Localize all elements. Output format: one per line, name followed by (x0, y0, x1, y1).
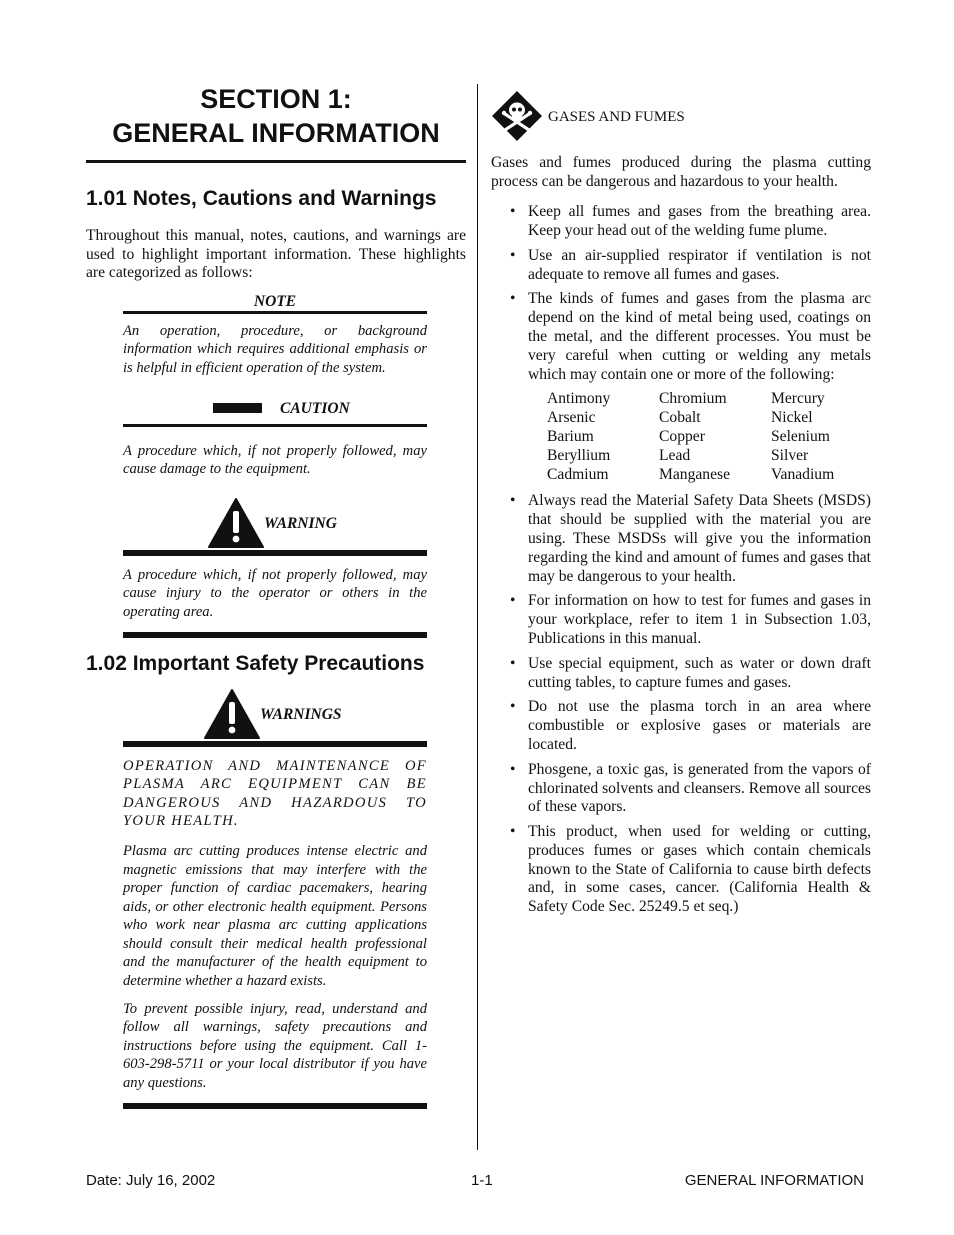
warnings-rule-bottom (123, 1103, 427, 1109)
gases-bullet-list (491, 203, 871, 384)
list-item (491, 492, 871, 586)
footer-date: Date: July 16, 2002 (86, 1172, 216, 1189)
warnings-block (123, 688, 427, 1109)
list-item-text: The kinds of fumes and gases from the plasma arc depend on the kind of metal being used, coatings on the metal, and the different processes. You must be very careful when cutting or welding any metals which may contain one or more of the following: (528, 290, 871, 383)
bullet-icon: • (510, 492, 516, 510)
metal-name: Beryllium (547, 446, 611, 464)
metal-name: Cadmium (547, 465, 609, 483)
right-column (491, 90, 871, 923)
metal-name: Antimony (547, 390, 611, 408)
metal-name: Selenium (771, 427, 830, 445)
bullet-icon: • (510, 698, 516, 716)
metal-name: Manganese (659, 465, 731, 483)
title-rule (86, 160, 466, 163)
list-item-text: Phosgene, a toxic gas, is generated from the vapors of chlorinated solvents and cleansers. Remove all sources of these vapors. (528, 760, 871, 816)
gases-intro: Gases and fumes produced during the plasma cutting process can be dangerous and hazardous to your health. (491, 154, 871, 190)
left-column (86, 82, 466, 1109)
metal-name: Arsenic (547, 409, 596, 427)
bullet-icon: • (510, 203, 516, 221)
list-item-text: For information on how to test for fumes and gases in your workplace, refer to item 1 in Subsection 1.03, Publications in this manual. (528, 592, 871, 647)
list-item (491, 761, 871, 817)
caution-bar-icon (213, 403, 262, 413)
metal-name: Lead (659, 446, 691, 464)
warning-triangle-icon (207, 497, 265, 549)
metal-name: Silver (771, 446, 809, 464)
metal-name: Mercury (771, 390, 825, 408)
list-item (491, 698, 871, 754)
heading-1-01: 1.01 Notes, Cautions and Warnings (86, 187, 437, 210)
heading-1-02: 1.02 Important Safety Precautions (86, 651, 425, 675)
list-item-text: Do not use the plasma torch in an area where combustible or explosive gases or materials are located. (528, 698, 871, 753)
skull-crossbones-icon (491, 90, 543, 142)
gases-label: GASES AND FUMES (548, 109, 685, 125)
footer-page-number: 1-1 (471, 1172, 493, 1189)
caution-text: A procedure which, if not properly followed, may cause damage to the equipment. (123, 442, 427, 478)
note-text: An operation, procedure, or background information which requires additional emphasis or is helpful in efficient operation of the system. (123, 322, 427, 376)
warning-label: WARNING (264, 514, 337, 532)
list-item (491, 823, 871, 917)
caution-rule (123, 424, 427, 427)
bullet-icon: • (510, 592, 516, 610)
list-item-text: Use an air-supplied respirator if ventilation is not adequate to remove all fumes and gases. (528, 246, 871, 283)
note-label: NOTE (253, 292, 297, 310)
list-item (491, 203, 871, 241)
bullet-icon: • (510, 290, 516, 308)
metal-name: Barium (547, 427, 594, 445)
page-title: SECTION 1: GENERAL INFORMATION (112, 84, 440, 148)
warning-text: A procedure which, if not properly followed, may cause injury to the operator or others in the operating area. (123, 566, 427, 620)
column-divider (477, 84, 478, 1150)
note-block (123, 293, 427, 378)
warning-block (123, 497, 427, 638)
intro-paragraph: Throughout this manual, notes, cautions, and warnings are used to highlight important information. These highlights are categorized as follows: (86, 227, 466, 282)
list-item (491, 655, 871, 693)
list-item (491, 290, 871, 384)
list-item-text: This product, when used for welding or cutting, produces fumes or gases which contain chemicals known to the State of California to cause birth defects and, in some cases, cancer. (California Health & Safety Code Sec. 25249.5 et seq.) (528, 823, 871, 916)
metal-name: Nickel (771, 409, 813, 427)
warnings-rule-top (123, 741, 427, 747)
warning-rule-bottom (123, 632, 427, 638)
warnings-paragraph-1: Plasma arc cutting produces intense electric and magnetic emissions that may interfere with the proper function of cardiac pacemakers, hearing aids, or other electronic health equipment. Persons who work near plasma arc cutting applications should consult their medical health professional and the manufacturer of the health equipment to determine whether a hazard exists. (123, 842, 427, 990)
metal-name: Vanadium (771, 465, 835, 483)
warning-rule-top (123, 550, 427, 556)
metals-list (547, 390, 871, 484)
bullet-icon: • (510, 246, 516, 264)
warnings-caps-text: OPERATION AND MAINTENANCE OF PLASMA ARC EQUIPMENT CAN BE DANGEROUS AND HAZARDOUS TO YOUR HEALTH. (123, 757, 427, 830)
list-item (491, 592, 871, 648)
caution-label: CAUTION (280, 399, 350, 417)
bullet-icon: • (510, 823, 516, 841)
list-item-text: Keep all fumes and gases from the breathing area. Keep your head out of the welding fume plume. (528, 203, 871, 239)
metal-name: Copper (659, 427, 705, 445)
warning-triangle-icon (203, 688, 261, 740)
caution-block (123, 400, 427, 479)
warnings-label: WARNINGS (260, 705, 342, 723)
gases-header (491, 90, 871, 144)
warnings-paragraph-2: To prevent possible injury, read, understand and follow all warnings, safety precautions and instructions before using the equipment. Call 1-603-298-5711 or your local distributor if you have any questions. (123, 1000, 427, 1092)
footer-section: GENERAL INFORMATION (684, 1172, 864, 1189)
metal-name: Cobalt (659, 409, 701, 427)
list-item (491, 247, 871, 285)
bullet-icon: • (510, 760, 516, 778)
bullet-icon: • (510, 654, 516, 672)
note-rule (123, 311, 427, 314)
list-item-text: Always read the Material Safety Data Sheets (MSDS) that should be supplied with the material you are using. These MSDSs will give you the information regarding the kind and amount of fumes and gases that may be dangerous to your health. (528, 492, 871, 585)
gases-bullet-list (491, 492, 871, 917)
metal-name: Chromium (659, 390, 727, 408)
list-item-text: Use special equipment, such as water or down draft cutting tables, to capture fumes and gases. (528, 654, 871, 691)
